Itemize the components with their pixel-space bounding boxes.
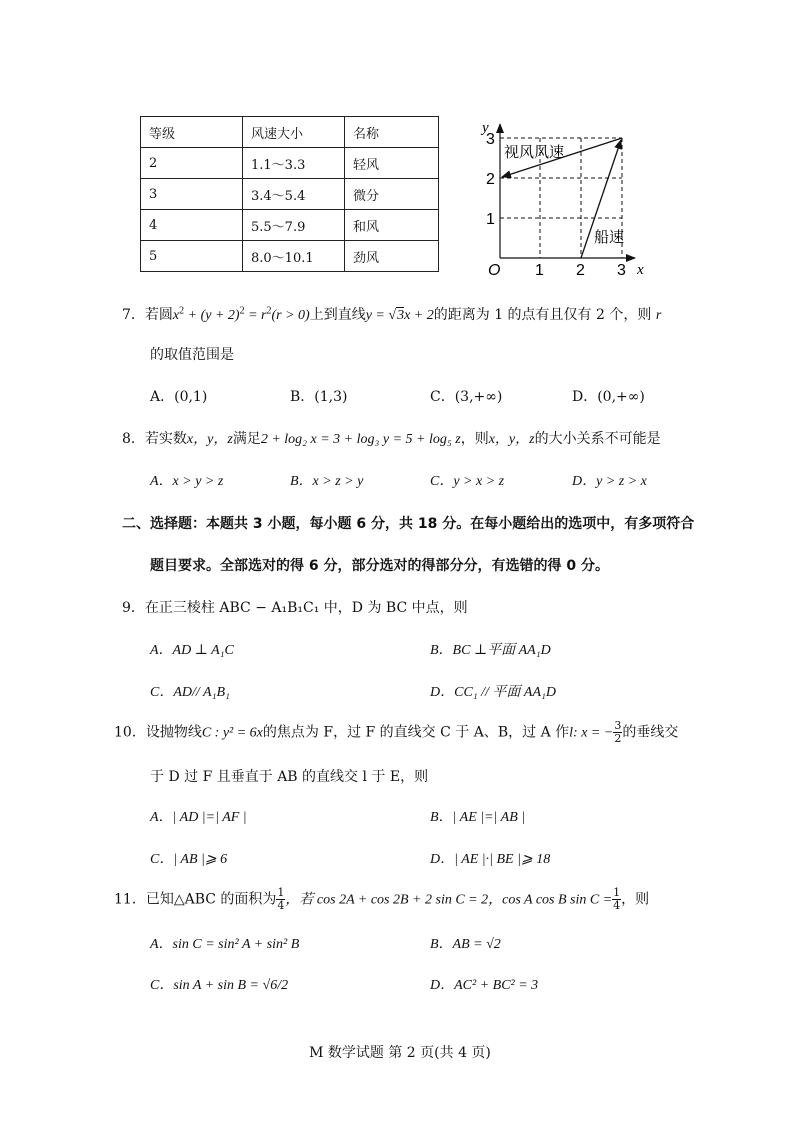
option-b: B．x > z > y — [290, 474, 364, 489]
question-number: 7． — [122, 307, 145, 323]
table-cell: 3 — [141, 179, 243, 210]
table-header: 风速大小 — [243, 117, 345, 148]
question-number: 11． — [114, 891, 146, 908]
question-8 — [122, 428, 661, 448]
question-11 — [114, 887, 649, 912]
line-equation: y = √3x + 2 — [365, 308, 434, 323]
option-d: D．y > z > x — [572, 474, 647, 489]
x-tick-label: 1 — [535, 262, 544, 279]
question-7 — [122, 304, 661, 324]
option-a: A．x > y > z — [150, 474, 224, 489]
question-text: 的大小关系不可能是 — [534, 431, 661, 447]
option-c: C．AD// A₁B₁ — [150, 685, 230, 700]
question-text: ，则 — [621, 891, 650, 908]
option-c: C．y > x > z — [430, 474, 505, 489]
x-axis-label: x — [637, 262, 644, 278]
table-cell: 5 — [141, 241, 243, 272]
option-d: D．| AE |·| BE |⩾ 18 — [430, 852, 551, 867]
table-header-row — [141, 117, 439, 148]
origin-label: O — [488, 262, 501, 279]
table-cell: 和风 — [345, 210, 439, 241]
fraction — [612, 887, 621, 912]
table-header: 等级 — [141, 117, 243, 148]
line-l-equation: l: x = − — [569, 725, 614, 741]
table-row — [141, 148, 439, 179]
numerator: 3 — [614, 719, 622, 732]
variables: x，y，z — [186, 432, 233, 447]
option-a: A．sin C = sin² A + sin² B — [150, 937, 300, 952]
option-d: D．CC₁ // 平面 AA₁D — [430, 685, 557, 700]
option-b: B．BC ⊥平面 AA₁D — [430, 643, 551, 658]
question-9 — [122, 597, 468, 617]
question-text: 已知△ABC 的面积为 — [145, 891, 277, 908]
table-cell: 3.4～5.4 — [243, 179, 345, 210]
option-a: A．| AD |=| AF | — [150, 810, 247, 825]
variables: x，y，z — [488, 432, 535, 447]
x-tick-label: 2 — [576, 262, 585, 279]
denominator: 4 — [613, 899, 621, 912]
option-c: C．(3,+∞) — [430, 389, 503, 405]
section-2-heading: 二、选择题：本题共 3 小题，每小题 6 分，共 18 分。在每小题给出的选项中，有多项符合 — [122, 516, 695, 532]
question-10 — [114, 720, 678, 745]
parabola-equation: C : y² = 6x — [201, 725, 263, 741]
table-cell: 劲风 — [345, 241, 439, 272]
option-d: D．AC² + BC² = 3 — [430, 978, 539, 993]
table-header: 名称 — [345, 117, 439, 148]
table-cell: 5.5～7.9 — [243, 210, 345, 241]
table-cell: 微分 — [345, 179, 439, 210]
ship-speed-label: 船速 — [594, 228, 625, 246]
option-b: B．(1,3) — [290, 389, 348, 405]
table-cell: 4 — [141, 210, 243, 241]
table-row — [141, 210, 439, 241]
condition-equation: 2 + log₂ x = 3 + log₃ y = 5 + log₅ z — [260, 432, 461, 447]
question-text: ，则 — [460, 431, 489, 447]
option-a: A．(0,1) — [150, 389, 208, 405]
question-text: ，若 cos 2A + cos 2B + 2 sin C = 2，cos A cos B sin C = — [285, 892, 613, 908]
fraction — [613, 720, 622, 745]
option-b: B．AB = √2 — [430, 937, 501, 952]
question-text: 满足 — [232, 431, 261, 447]
y-tick-label: 3 — [486, 131, 495, 148]
page-footer: M 数学试题 第 2 页(共 4 页) — [309, 1045, 491, 1061]
question-text: 若实数 — [144, 431, 187, 447]
table-cell: 2 — [141, 148, 243, 179]
numerator: 1 — [613, 886, 621, 899]
option-b: B．| AE |=| AB | — [430, 810, 526, 825]
table-row — [141, 179, 439, 210]
question-text: 设抛物线 — [145, 724, 202, 741]
y-axis-label: y — [482, 120, 489, 136]
question-text: 的取值范围是 — [150, 347, 234, 363]
table-cell: 轻风 — [345, 148, 439, 179]
apparent-wind-label: 视风风速 — [504, 143, 565, 161]
question-text: 上到直线 — [309, 307, 366, 323]
option-c: C．sin A + sin B = √6/2 — [150, 978, 289, 993]
section-2-heading-cont: 题目要求。全部选对的得 6 分，部分选对的得部分分，有选错的得 0 分。 — [150, 558, 609, 574]
velocity-diagram — [470, 112, 655, 282]
y-tick-label: 1 — [486, 211, 495, 228]
table-row — [141, 241, 439, 272]
option-d: D．(0,+∞) — [572, 389, 645, 405]
table-cell: 8.0～10.1 — [243, 241, 345, 272]
table-cell: 1.1～3.3 — [243, 148, 345, 179]
x-tick-label: 3 — [617, 262, 626, 279]
question-number: 8． — [122, 431, 145, 447]
question-text: 的垂线交 — [622, 724, 679, 741]
question-text: 的距离为 1 的点有且仅有 2 个，则 — [433, 307, 652, 323]
denominator: 4 — [277, 899, 285, 912]
question-text: 的焦点为 F，过 F 的直线交 C 于 A、B，过 A 作 — [262, 724, 570, 741]
denominator: 2 — [614, 732, 622, 745]
numerator: 1 — [277, 886, 285, 899]
option-c: C．| AB |⩾ 6 — [150, 852, 228, 867]
question-text: 于 D 过 F 且垂直于 AB 的直线交 l 于 E，则 — [150, 769, 429, 785]
question-text: 在正三棱柱 ABC − A₁B₁C₁ 中，D 为 BC 中点，则 — [144, 600, 468, 616]
circle-equation: $x^2 + (y + 2)^2 = r^2(r > 0)$ — [172, 305, 310, 323]
variable-r: r — [655, 308, 662, 323]
question-number: 9． — [122, 600, 145, 616]
question-number: 10． — [114, 724, 146, 741]
option-a: A．AD ⊥ A₁C — [150, 643, 234, 658]
y-tick-label: 2 — [486, 171, 495, 188]
question-text: 若圆 — [144, 307, 173, 323]
wind-speed-table — [140, 116, 439, 272]
